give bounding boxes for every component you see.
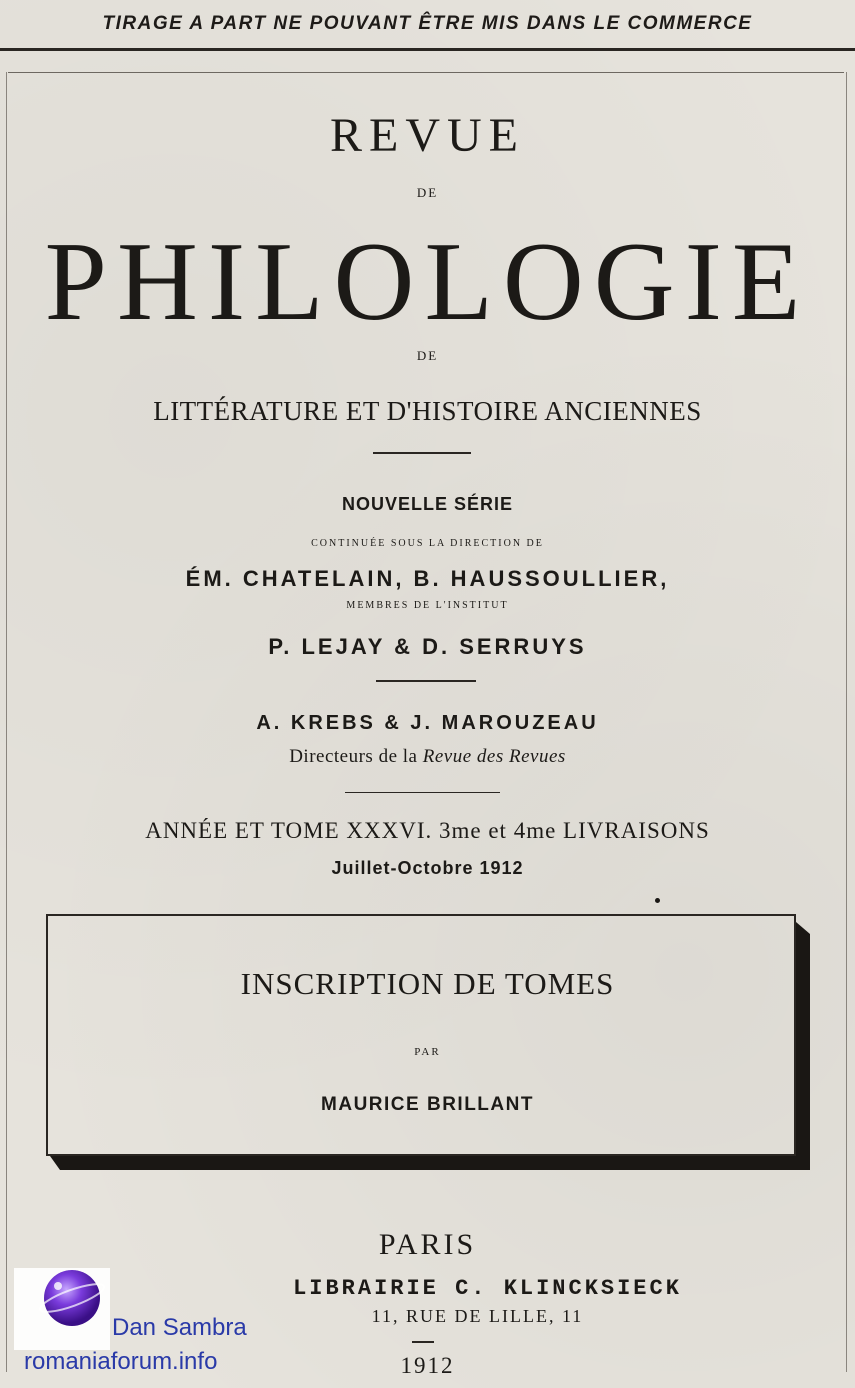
issue-line: ANNÉE ET TOME XXXVI. 3me et 4me LIVRAISONS — [145, 818, 710, 843]
continued-label: CONTINUÉE SOUS LA DIRECTION DE — [311, 538, 544, 549]
globe-logo-icon — [14, 1268, 110, 1350]
connector-de-1: DE — [416, 185, 439, 200]
publication-year: 1912 — [400, 1353, 455, 1378]
divider-rule-2 — [376, 680, 476, 682]
ink-speck — [655, 898, 660, 903]
article-box-shadow-bottom — [50, 1156, 810, 1170]
article-title: INSCRIPTION DE TOMES — [240, 966, 615, 1001]
article-by: PAR — [414, 1046, 441, 1058]
watermark-site: romaniaforum.info — [24, 1348, 218, 1375]
connector-de-2: DE — [416, 348, 439, 363]
issue-date: Juillet-Octobre 1912 — [331, 858, 524, 878]
journal-title-main: PHILOLOGIE — [44, 220, 811, 344]
publisher-city: PARIS — [378, 1228, 477, 1261]
editors-line-1: ÉM. CHATELAIN, B. HAUSSOULLIER, — [185, 566, 670, 591]
article-box — [46, 914, 796, 1156]
publisher-address: 11, RUE DE LILLE, 11 — [371, 1306, 584, 1326]
divider-rule-4 — [412, 1341, 434, 1343]
journal-title-top: REVUE — [330, 109, 525, 162]
publisher-name: LIBRAIRIE C. KLINCKSIECK — [293, 1276, 682, 1301]
editors-line-2: P. LEJAY & D. SERRUYS — [268, 634, 587, 659]
editors-line-3: A. KREBS & J. MAROUZEAU — [256, 712, 599, 734]
article-author: MAURICE BRILLANT — [321, 1094, 534, 1115]
directors-journal: Revue des Revues — [422, 746, 566, 767]
journal-subtitle: LITTÉRATURE ET D'HISTOIRE ANCIENNES — [153, 396, 702, 426]
header-rule — [8, 72, 844, 73]
watermark-name: Dan Sambra — [112, 1314, 247, 1341]
series-label: NOUVELLE SÉRIE — [341, 494, 514, 514]
directors-line — [0, 746, 855, 768]
divider-rule-3 — [345, 792, 500, 793]
reprint-banner: TIRAGE A PART NE POUVANT ÊTRE MIS DANS LE COMMERCE — [0, 0, 855, 51]
institute-label: MEMBRES DE L'INSTITUT — [346, 600, 509, 611]
directors-prefix: Directeurs de la — [289, 746, 418, 767]
divider-rule-1 — [373, 452, 471, 454]
